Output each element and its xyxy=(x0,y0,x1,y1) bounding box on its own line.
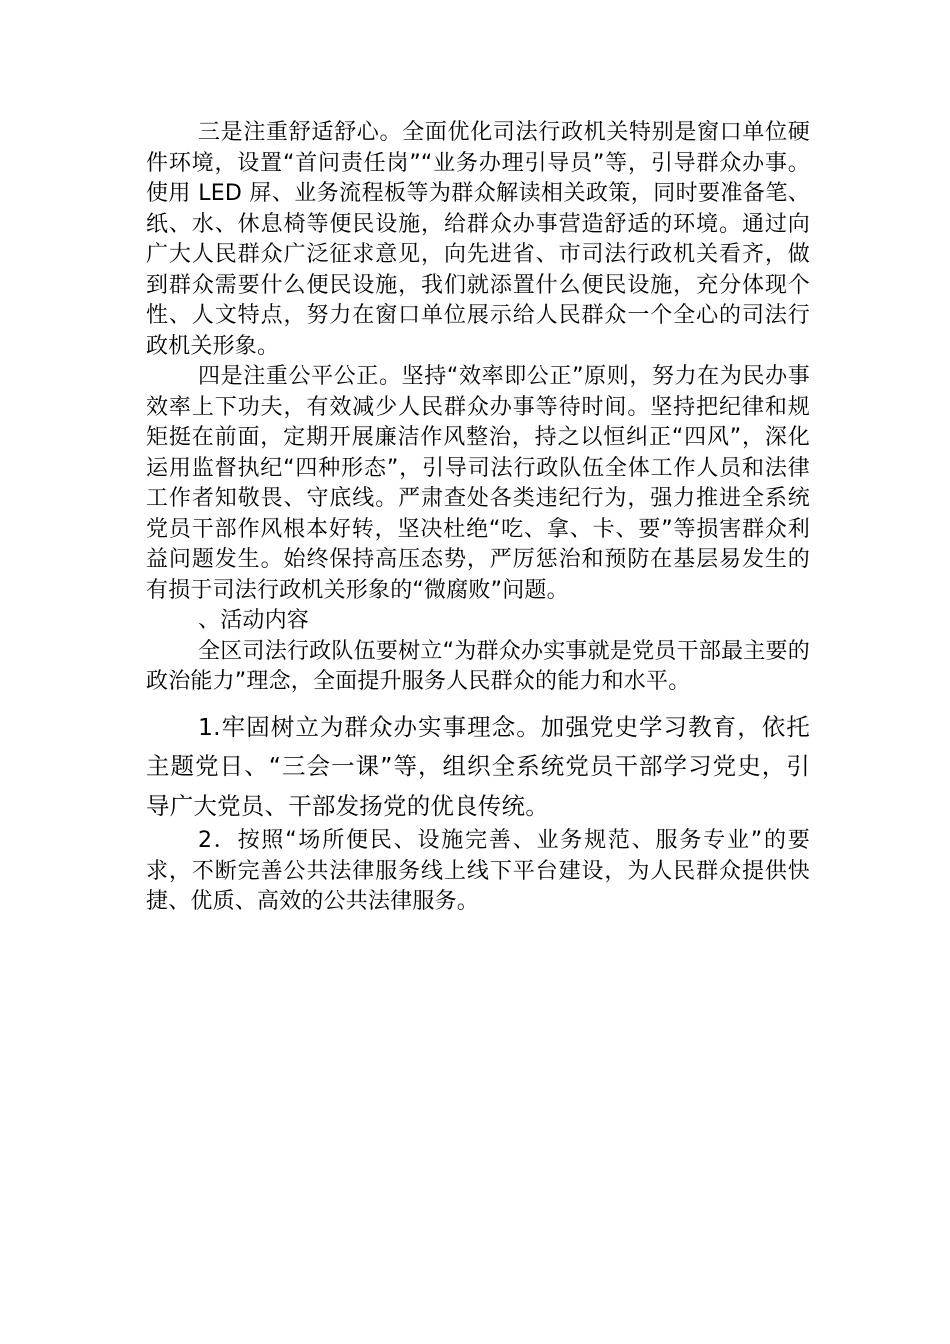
section-heading-activity-content: 、活动内容 xyxy=(198,608,310,633)
document-body xyxy=(146,118,810,918)
paragraph-comfort: 三是注重舒适舒心。全面优化司法行政机关特别是窗口单位硬件环境，设置“首问责任岗”“业务办理引导员”等，引导群众办事。使用 LED 屏、业务流程板等为群众解读相关政策，同时要准备笔、纸、水、休息椅等便民设施，给群众办事营造舒适的环境。通过向广大人民群众广泛征求意见，向先进省、市司法行政机关看齐，做到群众需要什么便民设施，我们就添置什么便民设施，充分体现个性、人文特点，努力在窗口单位展示给人民群众一个全心的司法行政机关形象。 xyxy=(146,120,810,359)
paragraph-fairness: 四是注重公平公正。坚持“效率即公正”原则，努力在为民办事效率上下功夫，有效减少人民群众办事等待时间。坚持把纪律和规矩挺在前面，定期开展廉洁作风整治，持之以恒纠正“四风”，深化运用监督执纪“四种形态”，引导司法行政队伍全体工作人员和法律工作者知敬畏、守底线。严肃查处各类违纪行为，强力推进全系统党员干部作风根本好转，坚决杜绝“吃、拿、卡、要”等损害群众利益问题发生。始终保持高压态势，严厉惩治和预防在基层易发生的有损于司法行政机关形象的“微腐败”问题。 xyxy=(146,364,810,603)
paragraph-item-2: 2．按照“场所便民、设施完善、业务规范、服务专业”的要求，不断完善公共法律服务线上线下平台建设，为人民群众提供快捷、优质、高效的公共法律服务。 xyxy=(146,828,810,914)
paragraph-intro: 全区司法行政队伍要树立“为群众办实事就是党员干部最主要的政治能力”理念，全面提升服务人民群众的能力和水平。 xyxy=(146,638,810,694)
paragraph-item-1: 1.牢固树立为群众办实事理念。加强党史学习教育，依托主题党日、“三会一课”等，组织全系统党员干部学习党史，引导广大党员、干部发扬党的优良传统。 xyxy=(146,712,810,820)
